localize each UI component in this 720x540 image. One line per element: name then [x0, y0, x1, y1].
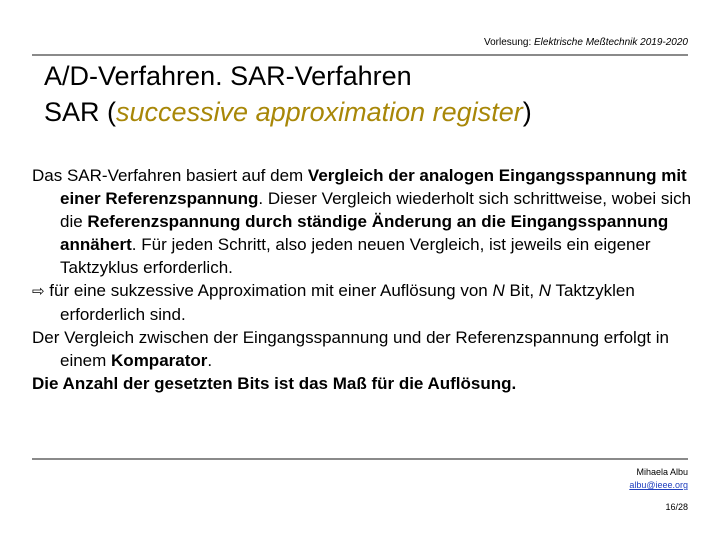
- lecture-prefix: Vorlesung:: [483, 37, 535, 48]
- p2-n-2: N: [538, 281, 552, 300]
- p2-text-1: für eine sukzessive Approximation mit einer Auflösung von: [44, 281, 493, 300]
- slide-body: [32, 164, 692, 395]
- paragraph-conclusion: [32, 279, 692, 326]
- page-number: 16/28: [665, 502, 688, 512]
- title-open-paren: (: [107, 97, 117, 127]
- p3-text-1: Der Vergleich zwischen der Eingangsspannung und der Referenzspannung erfolgt in einem: [32, 328, 669, 370]
- p3-text-2: .: [207, 351, 213, 370]
- bottom-divider: [32, 458, 688, 460]
- slide-footer: [629, 466, 688, 514]
- p3-bold: Komparator: [111, 351, 208, 370]
- lecture-header: [484, 37, 688, 48]
- paragraph-comparator: [32, 326, 692, 372]
- p2-text-3: Taktzyklen erforderlich sind.: [60, 281, 635, 324]
- author-name: Mihaela Albu: [636, 467, 688, 477]
- top-divider: [32, 54, 688, 56]
- p2-text-2: Bit,: [504, 281, 539, 300]
- p4-bold: Die Anzahl der gesetzten Bits ist das Maß für die Auflösung.: [32, 374, 517, 393]
- paragraph-resolution: [32, 372, 692, 395]
- p1-text-2: . Dieser Vergleich wiederholt sich schrittweise, wobei sich die: [60, 189, 692, 231]
- p1-text-1: Das SAR-Verfahren basiert auf dem: [32, 166, 308, 185]
- p1-text-3: . Für jeden Schritt, also jeden neuen Vergleich, ist jeweils ein eigener Taktzyklus erforderlich.: [60, 235, 651, 277]
- paragraph-sar-description: [32, 164, 692, 279]
- author-email-link[interactable]: albu@ieee.org: [629, 480, 688, 490]
- implies-arrow-icon: ⇨: [32, 283, 45, 300]
- slide-title: [44, 58, 532, 130]
- title-line-1: A/D-Verfahren. SAR-Verfahren: [44, 61, 412, 91]
- p1-bold-2: Referenzspannung durch ständige Änderung an die Eingangsspannung annähert: [60, 212, 669, 254]
- title-sar: SAR: [44, 97, 108, 127]
- title-close-paren: ): [522, 97, 532, 127]
- title-expansion: successive approximation register: [116, 97, 523, 127]
- lecture-title: Elektrische Meßtechnik 2019-2020: [534, 37, 688, 48]
- p1-bold-1: Vergleich der analogen Eingangsspannung mit einer Referenzspannung: [60, 166, 687, 208]
- p2-n-1: N: [492, 281, 505, 300]
- title-line-2: [44, 94, 532, 130]
